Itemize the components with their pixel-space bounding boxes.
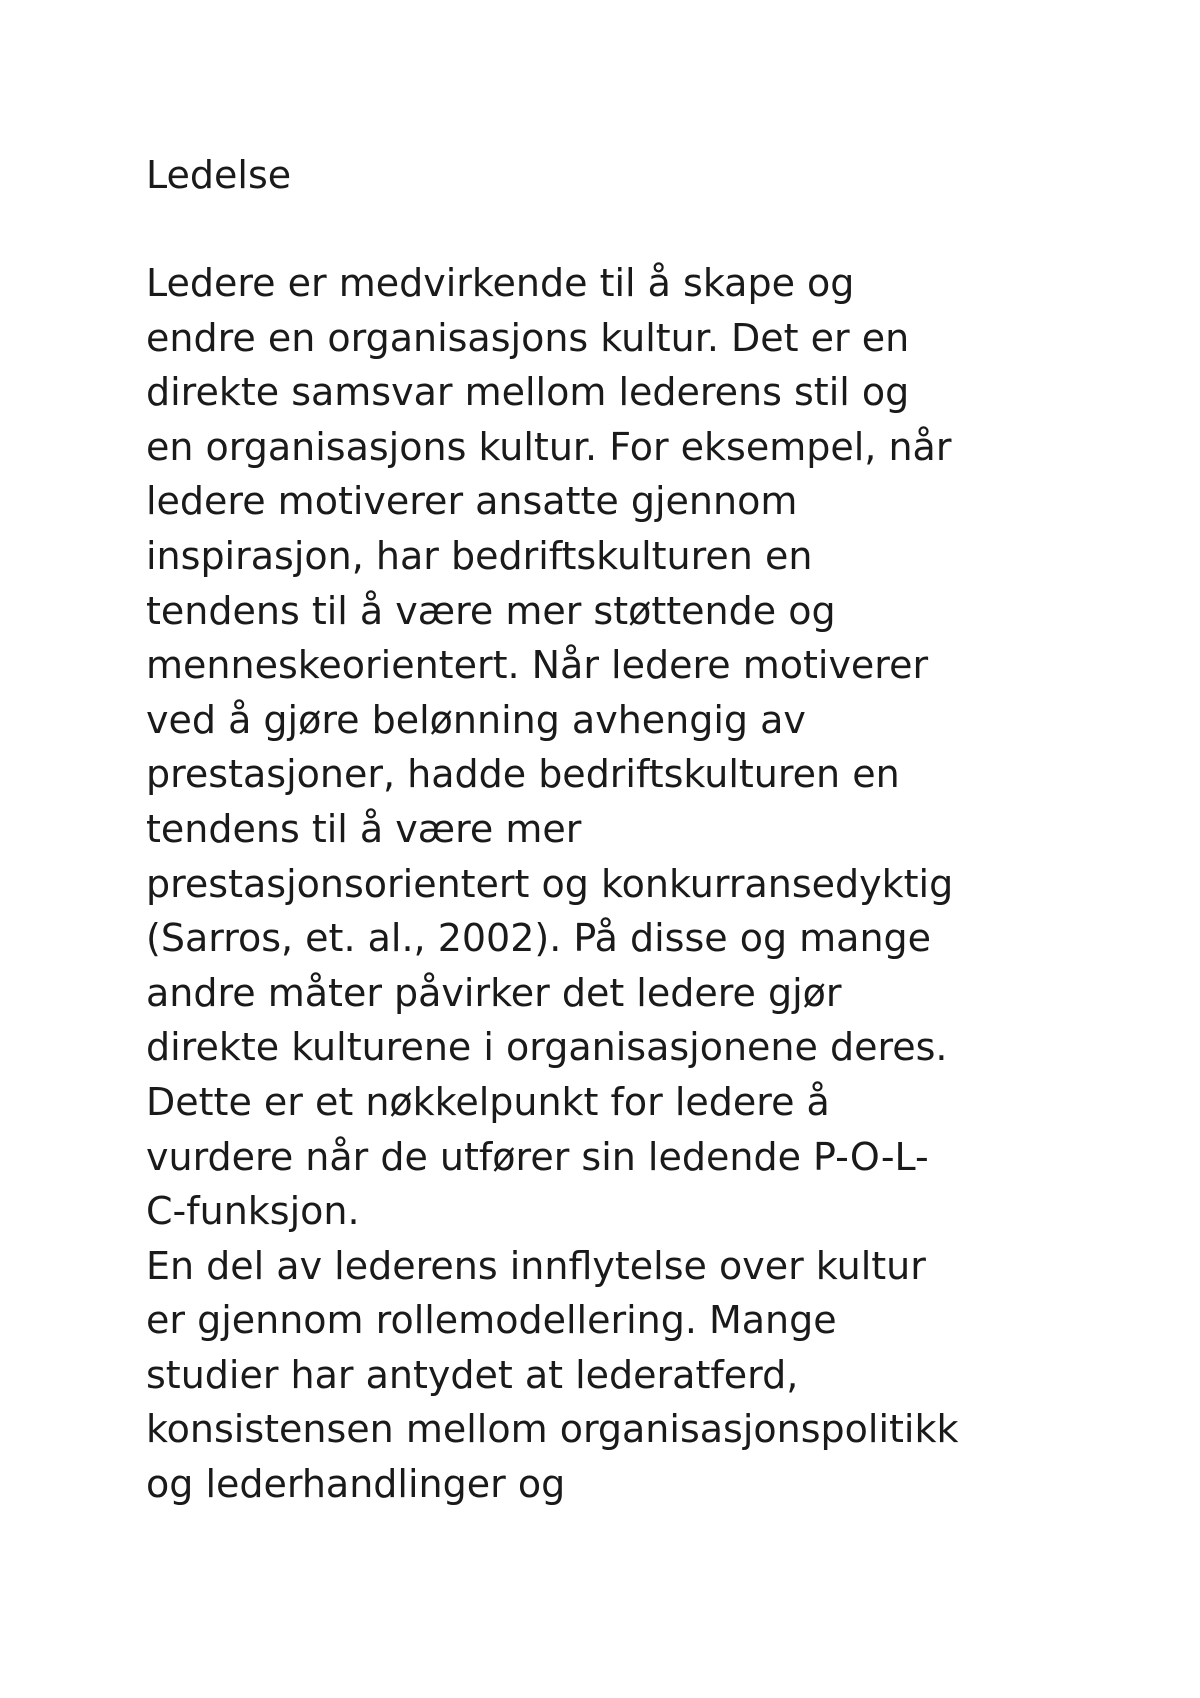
text-line: konsistensen mellom organisasjonspolitikk [146,1407,959,1452]
text-line: C-funksjon. [146,1189,360,1234]
text-line: Dette er et nøkkelpunkt for ledere å [146,1079,830,1124]
text-line: andre måter påvirker det ledere gjør [146,970,842,1015]
document-page [146,0,1156,1698]
text-line: prestasjonsorientert og konkurransedyktig [146,861,954,906]
document-heading: Ledelse [146,153,292,197]
text-line: ved å gjøre belønning avhengig av [146,697,806,742]
text-line: inspirasjon, har bedriftskulturen en [146,533,813,578]
text-line: vurdere når de utfører sin ledende P-O-L- [146,1134,929,1179]
text-line: menneskeorientert. Når ledere motiverer [146,643,929,688]
text-line: prestasjoner, hadde bedriftskulturen en [146,752,900,797]
text-line: direkte samsvar mellom lederens stil og [146,370,910,415]
text-line: endre en organisasjons kultur. Det er en [146,315,910,360]
document-body [146,256,958,1512]
text-line: er gjennom rollemodellering. Mange [146,1298,837,1343]
text-line: tendens til å være mer [146,806,582,851]
text-line: Ledere er medvirkende til å skape og [146,261,855,305]
text-line: En del av lederens innflytelse over kultur [146,1243,926,1288]
text-line: en organisasjons kultur. For eksempel, når [146,424,952,469]
text-line: og lederhandlinger og [146,1462,566,1507]
text-line: ledere motiverer ansatte gjennom [146,479,798,524]
text-line: direkte kulturene i organisasjonene deres. [146,1025,948,1070]
text-line: tendens til å være mer støttende og [146,588,836,633]
text-line: (Sarros, et. al., 2002). På disse og mange [146,916,932,961]
text-line: studier har antydet at lederatferd, [146,1352,799,1397]
